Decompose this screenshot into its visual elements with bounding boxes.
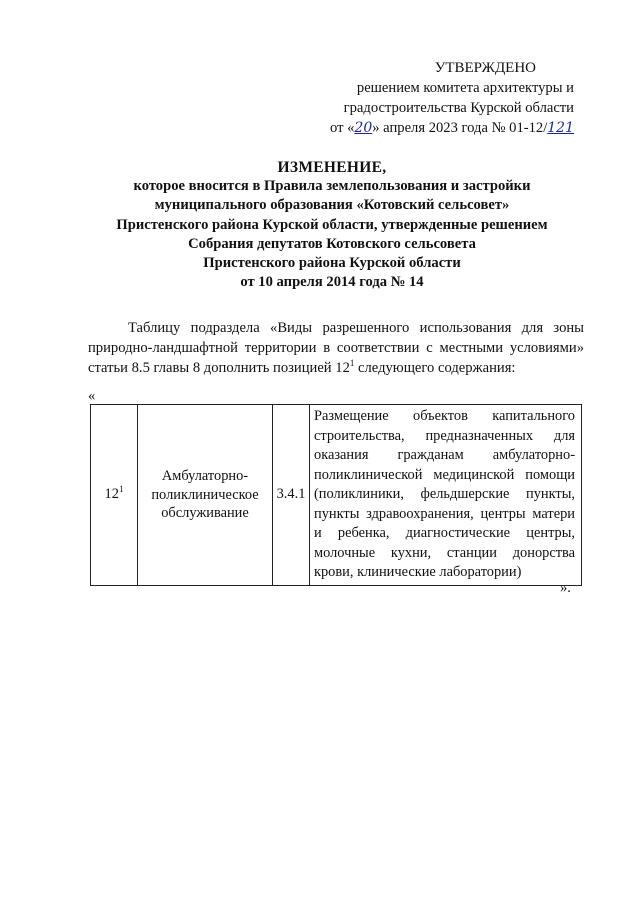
approval-title: УТВЕРЖДЕНО — [434, 60, 536, 76]
use-code-cell: 3.4.1 — [273, 405, 310, 586]
handwritten-day: 20 — [354, 120, 373, 136]
use-name-cell: Амбулаторно-поликлиническое обслуживание — [138, 405, 273, 586]
heading-line: Пристенского района Курской области, утвержденные решением — [116, 216, 548, 233]
position-table — [90, 404, 582, 586]
approval-date-line — [300, 118, 574, 138]
approval-date-middle: » апреля 2023 года № 01-12/ — [372, 120, 548, 136]
approval-line-region: градостроительства Курской области — [343, 100, 574, 116]
use-description-cell: Размещение объектов капитального строительства, предназначенных для оказания гражданам амбулаторно-поликлинической медицинской помощи (поликлиники, фельдшерские пункты, пункты здравоохранения, центры матери и ребенка, диагностические центры, молочные кухни, станции донорства крови, клинические лаборатории) — [310, 405, 582, 586]
document-heading — [80, 158, 584, 292]
heading-line: муниципального образования «Котовский сельсовет» — [154, 197, 510, 214]
paragraph-main-text: Таблицу подраздела «Виды разрешенного использования для зоны природно-ландшафтной территории в соответствии с местными условиями» статьи 8.5 главы 8 дополнить позицией 12 — [88, 320, 584, 376]
table-row — [91, 405, 582, 586]
approval-line-committee: решением комитета архитектуры и — [356, 80, 574, 96]
paragraph-superscript: 1 — [349, 358, 355, 369]
open-quote: « — [88, 388, 96, 404]
approval-date-prefix: от « — [329, 120, 355, 136]
close-quote: ». — [560, 580, 571, 596]
body-paragraph — [88, 318, 584, 378]
position-number-superscript: 1 — [118, 484, 124, 495]
heading-line: Собрания депутатов Котовского сельсовета — [188, 235, 476, 252]
position-number-cell — [91, 405, 138, 586]
heading-line: от 10 апреля 2014 года № 14 — [240, 274, 424, 291]
heading-line: которое вносится в Правила землепользования и застройки — [133, 178, 531, 195]
body-paragraph-text — [88, 318, 584, 378]
handwritten-number: 121 — [547, 120, 574, 136]
approval-block — [300, 58, 574, 138]
paragraph-tail-text: следующего содержания: — [354, 360, 516, 376]
heading-line: Пристенского района Курской области — [203, 255, 461, 272]
position-number: 12 — [104, 486, 119, 503]
heading-title: ИЗМЕНЕНИЕ, — [277, 159, 387, 176]
